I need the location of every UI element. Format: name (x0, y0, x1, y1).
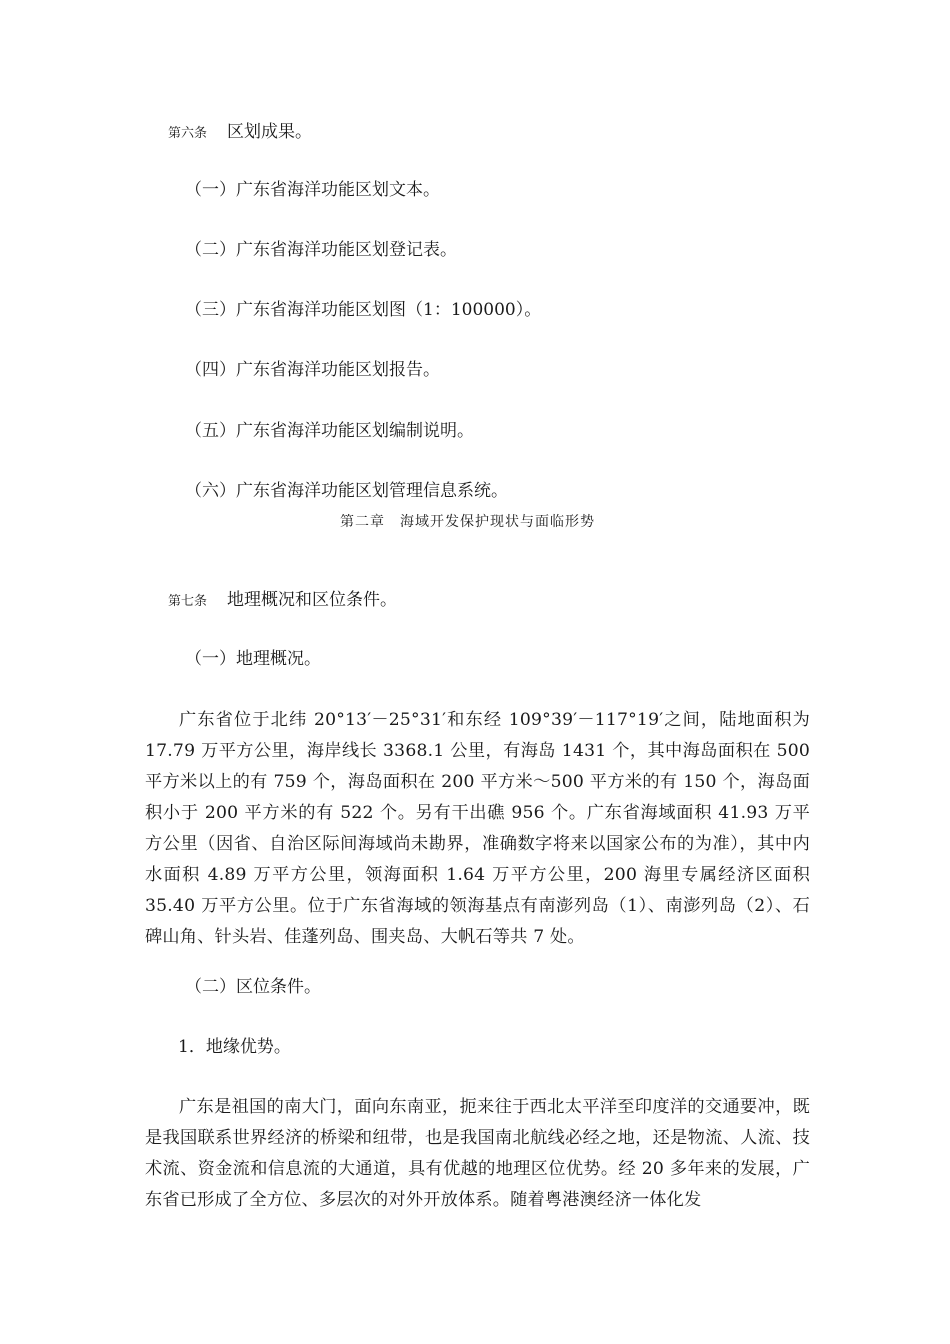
article-6-title: 区划成果。 (227, 122, 313, 142)
article-7-heading (168, 590, 397, 612)
article-7-title: 地理概况和区位条件。 (227, 590, 398, 610)
article-7-label: 第七条 (168, 594, 208, 609)
article-6-item-2: （二）广东省海洋功能区划登记表。 (185, 240, 457, 260)
section-location-heading: （二）区位条件。 (185, 977, 321, 997)
geography-paragraph: 广东省位于北纬 20°13′－25°31′和东经 109°39′－117°19′之间，陆地面积为 17.79 万平方公里，海岸线长 3368.1 公里，有海岛 1431 个，其中海岛面积在 500 平方米以上的有 759 个，海岛面积在 200 平方米～500 平方米的有 150 个，海岛面积小于 200 平方米的有 522 个。另有干出礁 956 个。广东省海域面积 41.93 万平方公里（因省、自治区际间海域尚未勘界，准确数字将来以国家公布的为准），其中内水面积 4.89 万平方公里，领海面积 1.64 万平方公里，200 海里专属经济区面积 35.40 万平方公里。位于广东省海域的领海基点有南澎列岛（1）、南澎列岛（2）、石碑山角、针头岩、佳蓬列岛、围夹岛、大帆石等共 7 处。 (145, 710, 810, 947)
article-6-item-6: （六）广东省海洋功能区划管理信息系统。 (185, 481, 508, 501)
geo-advantage-paragraph: 广东是祖国的南大门，面向东南亚，扼来往于西北太平洋至印度洋的交通要冲，既是我国联系世界经济的桥梁和纽带，也是我国南北航线必经之地，还是物流、人流、技术流、资金流和信息流的大通道，具有优越的地理区位优势。经 20 多年来的发展，广东省已形成了全方位、多层次的对外开放体系。随着粤港澳经济一体化发 (145, 1097, 810, 1210)
article-6-item-4: （四）广东省海洋功能区划报告。 (185, 360, 440, 380)
article-6-heading (168, 122, 312, 144)
article-6-item-1: （一）广东省海洋功能区划文本。 (185, 180, 440, 200)
chapter-2-title: 第二章 海域开发保护现状与面临形势 (340, 514, 595, 530)
article-6-label: 第六条 (168, 126, 208, 141)
article-6-item-3: （三）广东省海洋功能区划图（1：100000）。 (185, 300, 542, 320)
section-geography-heading: （一）地理概况。 (185, 649, 321, 669)
subsection-geo-advantage-heading: 1．地缘优势。 (178, 1037, 291, 1057)
article-6-item-5: （五）广东省海洋功能区划编制说明。 (185, 421, 474, 441)
